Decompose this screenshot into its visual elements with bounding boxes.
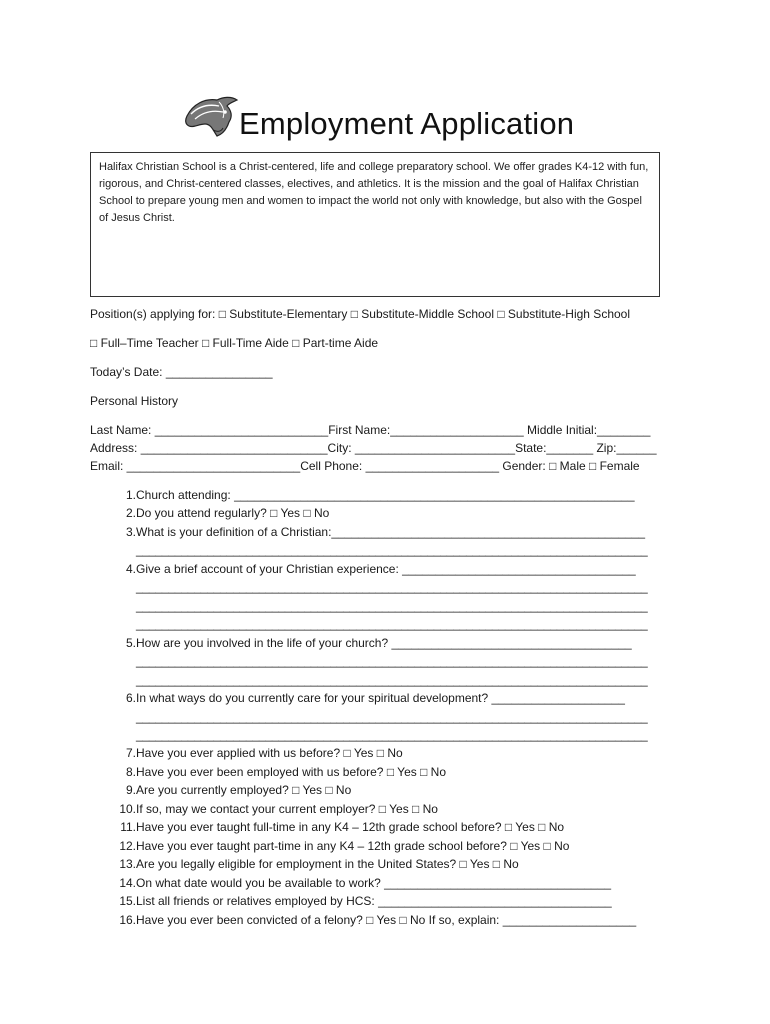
- question-text: Have you ever taught part-time in any K4 – 12th grade school before? □ Yes □ No: [136, 839, 570, 853]
- question-number: 3.: [125, 525, 136, 539]
- answer-line: _______________________________________________________________________________: [136, 728, 648, 742]
- question-6: [113, 691, 625, 705]
- question-text: Are you currently employed? □ Yes □ No: [136, 783, 352, 797]
- question-13: [113, 857, 519, 871]
- question-number: 8.: [125, 765, 136, 779]
- intro-text: Halifax Christian School is a Christ-centered, life and college preparatory school. We offer grades K4-12 with fun, rigorous, and Christ-centered classes, electives, and athletics. It is the mission and the goal of Halifax Christian School to prepare young men and women to impact the world not only with knowledge, but also with the Gospel of Jesus Christ.: [99, 161, 649, 224]
- todays-date-field: Today’s Date: ________________: [90, 365, 273, 379]
- answer-line: _______________________________________________________________________________: [136, 617, 648, 631]
- question-text: Church attending: ____________________________________________________________: [136, 488, 635, 502]
- question-number: 14.: [119, 876, 136, 890]
- question-text: How are you involved in the life of your church? ____________________________________: [136, 636, 632, 650]
- question-number: 13.: [119, 857, 136, 871]
- question-text: Have you ever taught full-time in any K4 – 12th grade school before? □ Yes □ No: [136, 820, 565, 834]
- question-5: [113, 636, 632, 650]
- question-number: 10.: [119, 802, 136, 816]
- answer-line: _______________________________________________________________________________: [136, 543, 648, 557]
- question-number: 11.: [120, 820, 136, 834]
- question-3: [113, 525, 646, 539]
- email-line: Email: __________________________Cell Phone: ____________________ Gender: □ Male □ Female: [90, 459, 640, 473]
- question-11: [113, 820, 565, 834]
- answer-line: _______________________________________________________________________________: [136, 599, 648, 613]
- question-text: On what date would you be available to work? __________________________________: [136, 876, 612, 890]
- answer-line: _______________________________________________________________________________: [136, 673, 648, 687]
- question-text: Have you ever been employed with us before? □ Yes □ No: [136, 765, 447, 779]
- question-8: [113, 765, 447, 779]
- question-number: 7.: [125, 746, 136, 760]
- intro-box: [90, 152, 660, 297]
- question-1: [113, 488, 635, 502]
- answer-line: _______________________________________________________________________________: [136, 710, 648, 724]
- question-number: 15.: [119, 894, 136, 908]
- question-text: Have you ever been convicted of a felony? □ Yes □ No If so, explain: ____________________: [136, 913, 637, 927]
- positions-line-1: Position(s) applying for: □ Substitute-Elementary □ Substitute-Middle School □ Substitute-High School: [90, 307, 630, 321]
- question-4: [113, 562, 636, 576]
- question-text: In what ways do you currently care for your spiritual development? ____________________: [136, 691, 625, 705]
- question-text: What is your definition of a Christian:_______________________________________________: [136, 525, 646, 539]
- question-12: [113, 839, 570, 853]
- question-text: Do you attend regularly? □ Yes □ No: [136, 506, 330, 520]
- question-text: Have you ever applied with us before? □ Yes □ No: [136, 746, 403, 760]
- question-7: [113, 746, 403, 760]
- question-number: 16.: [119, 913, 136, 927]
- last-name-line: Last Name: __________________________First Name:____________________ Middle Initial:________: [90, 423, 651, 437]
- answer-line: _______________________________________________________________________________: [136, 654, 648, 668]
- question-text: Give a brief account of your Christian experience: ___________________________________: [136, 562, 636, 576]
- question-14: [113, 876, 612, 890]
- question-9: [113, 783, 352, 797]
- personal-history-heading: Personal History: [90, 394, 179, 408]
- question-number: 1.: [125, 488, 136, 502]
- question-number: 6.: [125, 691, 136, 705]
- question-text: Are you legally eligible for employment in the United States? □ Yes □ No: [136, 857, 519, 871]
- mustang-horse-logo: [183, 94, 243, 138]
- question-10: [113, 802, 438, 816]
- question-16: [113, 913, 637, 927]
- question-text: If so, may we contact your current employer? □ Yes □ No: [136, 802, 438, 816]
- answer-line: _______________________________________________________________________________: [136, 580, 648, 594]
- question-number: 9.: [125, 783, 136, 797]
- question-number: 2.: [125, 506, 136, 520]
- question-number: 4.: [125, 562, 136, 576]
- question-number: 5.: [125, 636, 136, 650]
- address-line: Address: ____________________________City: ________________________State:_______ Zip:______: [90, 441, 657, 455]
- question-15: [113, 894, 612, 908]
- question-2: [113, 506, 330, 520]
- page-title: Employment Application: [239, 106, 575, 141]
- positions-line-2: □ Full–Time Teacher □ Full-Time Aide □ Part-time Aide: [90, 336, 379, 350]
- question-text: List all friends or relatives employed by HCS: ___________________________________: [136, 894, 612, 908]
- question-number: 12.: [119, 839, 136, 853]
